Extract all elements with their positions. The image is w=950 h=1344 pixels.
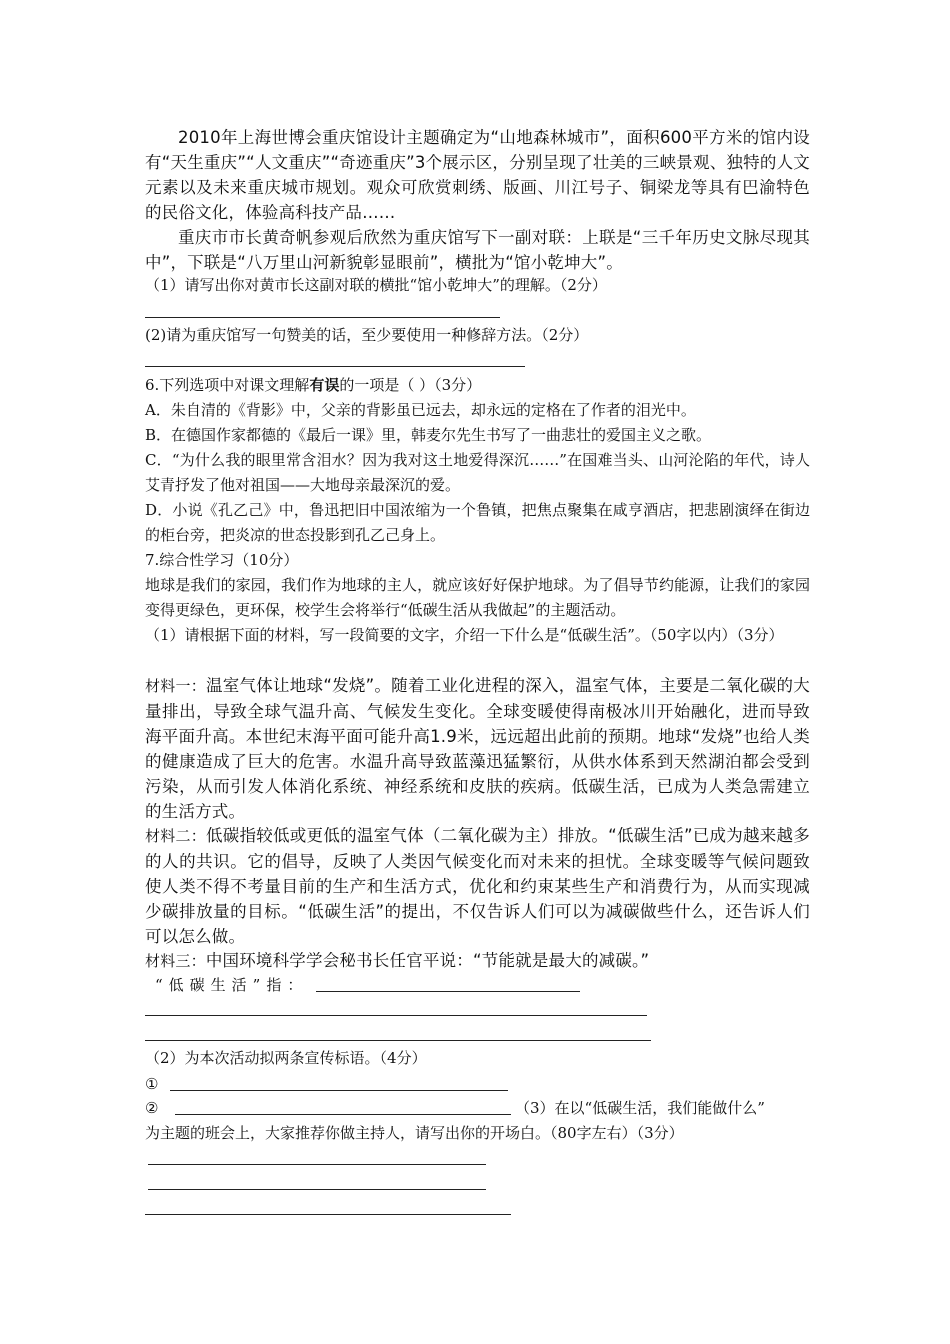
material-2-text: 低碳指较低或更低的温室气体（二氧化碳为主）排放。“低碳生活”已成为越来越多的人的共识。它的倡导，反映了人类因气候变化而对未来的担忧。全球变暖等气候问题致使人类不得不考量目前的生产和生活方式，优化和约束某些生产和消费行为，从而实现减少碳排放量的目标。“低碳生活”的提出，不仅告诉人们可以为减碳做些什么，还告诉人们可以怎么做。 [145, 826, 810, 946]
q6-option-d: D．小说《孔乙己》中，鲁迅把旧中国浓缩为一个鲁镇，把焦点聚集在咸亨酒店，把悲剧演绎在街边的柜台旁，把炎凉的世态投影到孔乙己身上。 [145, 501, 810, 544]
passage-paragraph-2: 重庆市市长黄奇帆参观后欣然为重庆馆写下一副对联：上联是“三千年历史文脉尽现其中”，下联是“八万里山河新貌彰显眼前”，横批为“馆小乾坤大”。 [145, 228, 810, 272]
q7-sub1-prompt: （1）请根据下面的材料，写一段简要的文字，介绍一下什么是“低碳生活”。（50字以内）（3分） [145, 626, 784, 644]
q5-sub2-answer-line[interactable] [145, 366, 525, 367]
q6-stem-after: 的一项是（ ）（3分） [339, 376, 482, 394]
low-carbon-definition-prefix: “低碳生活”指： [155, 976, 309, 994]
q7-title: 7.综合性学习（10分） [145, 551, 299, 569]
material-3-text: 中国环境科学学会秘书长任官平说：“节能就是最大的减碳。” [205, 951, 650, 970]
q6-stem-emphasis: 有误 [309, 376, 340, 394]
q5-sub1-prompt: （1）请写出你对黄市长这副对联的横批“馆小乾坤大”的理解。（2分） [145, 276, 607, 294]
material-2 [145, 823, 810, 949]
material-1-label: 材料一： [145, 677, 207, 695]
q6-stem-before: 6.下列选项中对课文理解 [145, 376, 310, 394]
material-3 [145, 948, 810, 974]
q6-stem [145, 373, 481, 398]
slogan-answer-line-1[interactable] [170, 1090, 508, 1091]
material-1-text: 温室气体让地球“发烧”。随着工业化进程的深入，温室气体，主要是二氧化碳的大量排出，导致全球气温升高、气候发生变化。全球变暖使得南极冰川开始融化，进而导致海平面升高。本世纪末海平面可能升高1.9米，远远超出此前的预期。地球“发烧”也给人类的健康造成了巨大的危害。水温升高导致蓝藻迅猛繁衍，从供水体系到天然湖泊都会受到污染，从而引发人体消化系统、神经系统和皮肤的疾病。低碳生活，已成为人类急需建立的生活方式。 [145, 676, 810, 821]
q6-option-b: B．在德国作家都德的《最后一课》里，韩麦尔先生书写了一曲悲壮的爱国主义之歌。 [145, 426, 712, 444]
q6-option-a: A．朱自清的《背影》中，父亲的背影虽已远去，却永远的定格在了作者的泪光中。 [145, 401, 696, 419]
q7-sub2-prompt: （2）为本次活动拟两条宣传标语。（4分） [145, 1049, 427, 1067]
q5-sub2-prompt: (2)请为重庆馆写一句赞美的话，至少要使用一种修辞方法。（2分） [145, 326, 589, 344]
slogan-answer-line-2[interactable] [175, 1114, 511, 1115]
opening-answer-line-1[interactable] [148, 1164, 486, 1165]
slogan-marker-2: ② [145, 1099, 159, 1117]
material-3-label: 材料三： [145, 952, 206, 970]
definition-answer-line-3[interactable] [145, 1040, 651, 1041]
q6-option-c: C．“为什么我的眼里常含泪水？因为我对这土地爱得深沉……”在国难当头、山河沦陷的年代，诗人艾青抒发了他对祖国——大地母亲最深沉的爱。 [145, 451, 810, 494]
material-1 [145, 673, 810, 824]
opening-answer-line-2[interactable] [148, 1189, 486, 1190]
q7-intro: 地球是我们的家园，我们作为地球的主人，就应该好好保护地球。为了倡导节约能源，让我们的家园变得更绿色，更环保，校学生会将举行“低碳生活从我做起”的主题活动。 [145, 576, 810, 619]
slogan-marker-1: ① [145, 1075, 159, 1093]
passage-paragraph-1: 2010年上海世博会重庆馆设计主题确定为“山地森林城市”，面积600平方米的馆内设有“天生重庆”“人文重庆”“奇迹重庆”3个展示区，分别呈现了壮美的三峡景观、独特的人文元素以及未来重庆城市规划。观众可欣赏刺绣、版画、川江号子、铜梁龙等具有巴渝特色的民俗文化，体验高科技产品…… [145, 128, 810, 222]
definition-answer-line-2[interactable] [145, 1015, 647, 1016]
opening-answer-line-3[interactable] [145, 1214, 511, 1215]
definition-answer-line-1[interactable] [316, 991, 580, 992]
material-2-label: 材料二： [145, 827, 207, 845]
q7-sub3-prompt-end: 为主题的班会上，大家推荐你做主持人，请写出你的开场白。（80字左右）（3分） [145, 1124, 684, 1142]
q7-sub3-prompt-start: （3）在以“低碳生活，我们能做什么” [515, 1099, 765, 1117]
q5-sub1-answer-line[interactable] [145, 317, 500, 318]
